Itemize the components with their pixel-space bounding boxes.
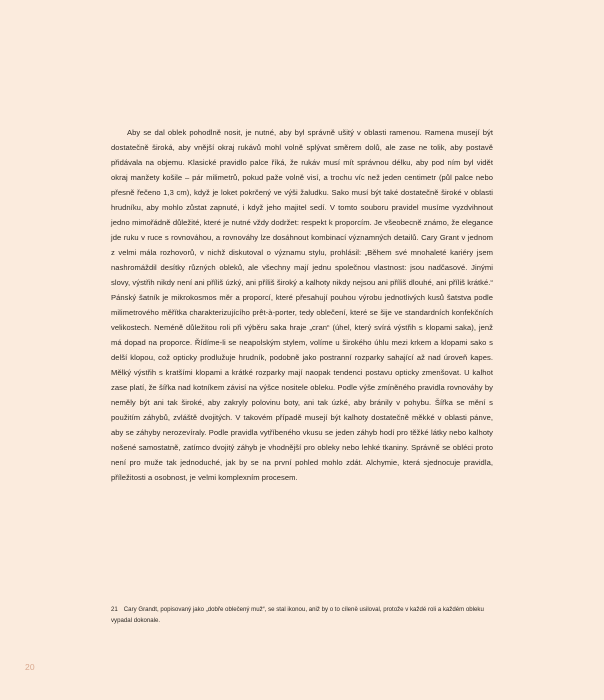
body-paragraph [111, 125, 493, 485]
footnote-number: 21 [111, 606, 118, 613]
footnote-text: Cary Grandt, popisovaný jako „dobře oblečený muž“, se stal ikonou, aniž by o to cíleně usiloval, protože v každé roli a každém obleku vypadal dokonale. [111, 606, 484, 624]
footnote [111, 604, 495, 626]
page-number: 20 [25, 662, 35, 672]
body-paragraph-text: Aby se dal oblek pohodlně nosit, je nutné, aby byl správně ušitý v oblasti ramenou. Ramena musejí být dostatečně široká, aby vnější okraj rukávů mohl volně splývat směrem dolů, ale zase ne tolik, aby postavě přidávala na objemu. Klasické pravidlo palce říká, že rukáv musí mít správnou délku, aby pod ním byl vidět okraj manžety košile – pár milimetrů, pokud paže volně visí, a trochu víc než jeden centimetr (půl palce nebo přesně řečeno 1,3 cm), když je loket pokrčený ve výši žaludku. Sako musí být také dostatečně široké v oblasti hrudníku, aby mohlo zůstat zapnuté, i když jeho majitel sedí. V tomto souboru pravidel musíme vyzdvihnout jedno mimořádně důležité, které je nutné vždy dodržet: respekt k proporcím. Je všeobecně známo, že elegance jde ruku v ruce s rovnováhou, a rovnováhy lze dosáhnout kombinací významných detailů. Cary Grant v jednom z velmi mála rozhovorů, v nichž diskutoval o významu stylu, prohlásil: „Během své mnohaleté kariéry jsem nashromáždil desítky různých obleků, ale všechny mají jednu společnou vlastnost: jsou nadčasové. Jinými slovy, výstřih nikdy není ani příliš úzký, ani příliš široký a kalhoty nikdy nejsou ani příliš dlouhé, ani příliš krátké.“ Pánský šatník je mikrokosmos měr a proporcí, které přesahují pouhou výrobu jednotlivých kusů šatstva podle milimetrového měřítka charakterizujícího prêt-à-porter, tedy oblečení, které se šije ve standardních konfekčních velikostech. Neméně důležitou roli při výběru saka hraje „cran“ (úhel, který svírá výstřih s klopami saka), jenž má dopad na proporce. Řídíme-li se neapolským stylem, volíme u širokého úhlu mezi krkem a klopami sako s delší klopou, což opticky prodlužuje hrudník, podobně jako postranní rozparky sahající až nad úroveň kapes. Mělký výstřih s kratšími klopami a krátké rozparky mají naopak tendenci postavu opticky zmenšovat. U kalhot zase platí, že šířka nad kotníkem závisí na výšce nositele obleku. Podle výše zmíněného pravidla rovnováhy by neměly být ani tak široké, aby zakryly polovinu boty, ani tak úzké, aby bránily v pohybu. Šířka se mění s použitím záhybů, zvláště dvojitých. V takovém případě musejí být kalhoty dostatečně měkké v oblasti pánve, aby se záhyby nerozevíraly. Podle pravidla vytříbeného vkusu se jeden záhyb hodí pro těžké látky nebo kalhoty nošené samostatně, zatímco dvojitý záhyb je vhodnější pro obleky nebo lehké tkaniny. Správně se obléci proto není pro muže tak jednoduché, jak by se na první pohled mohlo zdát. Alchymie, která sjednocuje pravidla, příležitosti a osobnost, je velmi komplexním procesem. [111, 128, 493, 482]
